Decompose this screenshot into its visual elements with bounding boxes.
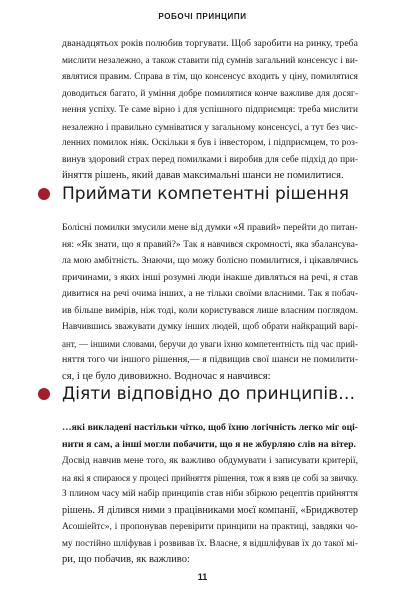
text-line: дванадцятьох років полюбив торгувати. Щоб заробити на ринку, треба — [62, 38, 358, 49]
text-line: …які викладені настільки чітко, щоб їхню логічність легко міг оці- — [62, 422, 358, 433]
text-line: ленних помилок ніяк. Оскільки я був і інвестором, і підприємцем, то роз- — [62, 138, 358, 148]
text-line: Асошіейтс», і пропонував перевірити принципи на практиці, завдяки чо- — [62, 522, 358, 532]
text-line: рішень. Я ділився ними з працівниками моєї компанії, «Бриджвотер — [62, 504, 358, 516]
text-line: дивитися на речі очима інших, а не тільки своїми власними. Так я побач- — [62, 289, 358, 299]
text-line: Болісні помилки змусили мене від думки «Я правий» перейти до питан- — [62, 222, 358, 233]
text-line: ив більше вимірів, ніж тоді, коли користувався лише власним поглядом. — [62, 304, 358, 316]
section-heading-text: Діяти відповідно до принципів… — [62, 384, 356, 404]
text-line: Досвід навчив мене того, як важливо обдумувати і записувати критерії, — [62, 455, 358, 466]
text-line: на які я спираюся у процесі прийняття рішення, тож я взяв це собі за звичку. — [62, 472, 358, 483]
red-bullet-icon — [38, 188, 50, 200]
text-line: причинами, з яких інші розумні люди інакше дивляться на речі, я став — [62, 271, 358, 283]
text-line: ла мою амбітність. Знаючи, що можу болісно помилитися, і цікавлячись — [62, 255, 358, 266]
text-line: мислити незалежно, а також ставити під сумнів загальний консенсус і ви- — [62, 55, 358, 66]
text-line: му постійно шліфував і розвивав їх. Власне, я відшліфував їх до такої мі- — [62, 538, 358, 549]
text-line: нити я сам, а інші могли побачити, що я не жбурляю слів на вітер. — [62, 438, 357, 450]
text-line: ри, що побачив, як важливо: — [62, 554, 190, 565]
text-line: няття того чи іншого рішення,— я підвищив свої шанси не помилити- — [62, 354, 358, 365]
section2-paragraph — [62, 453, 358, 569]
section-heading-competent-decisions — [38, 182, 368, 206]
page-number: 11 — [197, 572, 208, 582]
running-head: РОБОЧІ ПРИНЦИПИ — [158, 12, 247, 21]
section2-bold-lead — [62, 420, 358, 453]
text-line: ся, і це було дивовижно. Водночас я навчився: — [62, 370, 271, 382]
text-line: доводиться багато, й уміння добре помилятися конче важливе для досяг- — [62, 88, 358, 99]
text-line: являтися правим. Справа в тім, що консенсус входить у ціну, помилятися — [62, 72, 358, 82]
section-heading-act-by-principles — [38, 382, 368, 406]
text-line: Навчившись зважувати думку інших людей, щоб обрати найкращий варі- — [62, 322, 358, 332]
text-line: ант, — іншими словами, беручи до уваги їхню компетентність під час прий- — [62, 338, 358, 349]
section-heading-text: Приймати компетентні рішення — [62, 184, 349, 204]
text-line: незалежно і правильно сумніватися у загальному консенсусі, а тут без чис- — [62, 121, 358, 132]
text-line: ня: «Як знати, що я правий?» Так я навчився скромності, яка збалансува- — [62, 239, 358, 250]
intro-paragraph — [62, 36, 358, 185]
text-line: нення успіху. Те саме вірно і для успішного підприємця: треба мислити — [62, 104, 358, 115]
text-line: винув здоровий страх перед помилками і виробив для себе підхід до при- — [62, 154, 358, 165]
red-bullet-icon — [38, 388, 50, 400]
section1-paragraph — [62, 220, 358, 385]
text-line: йняття рішень, який давав максимальні шанси не помилитися. — [62, 170, 344, 181]
text-line: З плином часу мій набір принципів став ніби збіркою рецептів прийняття — [62, 489, 358, 499]
